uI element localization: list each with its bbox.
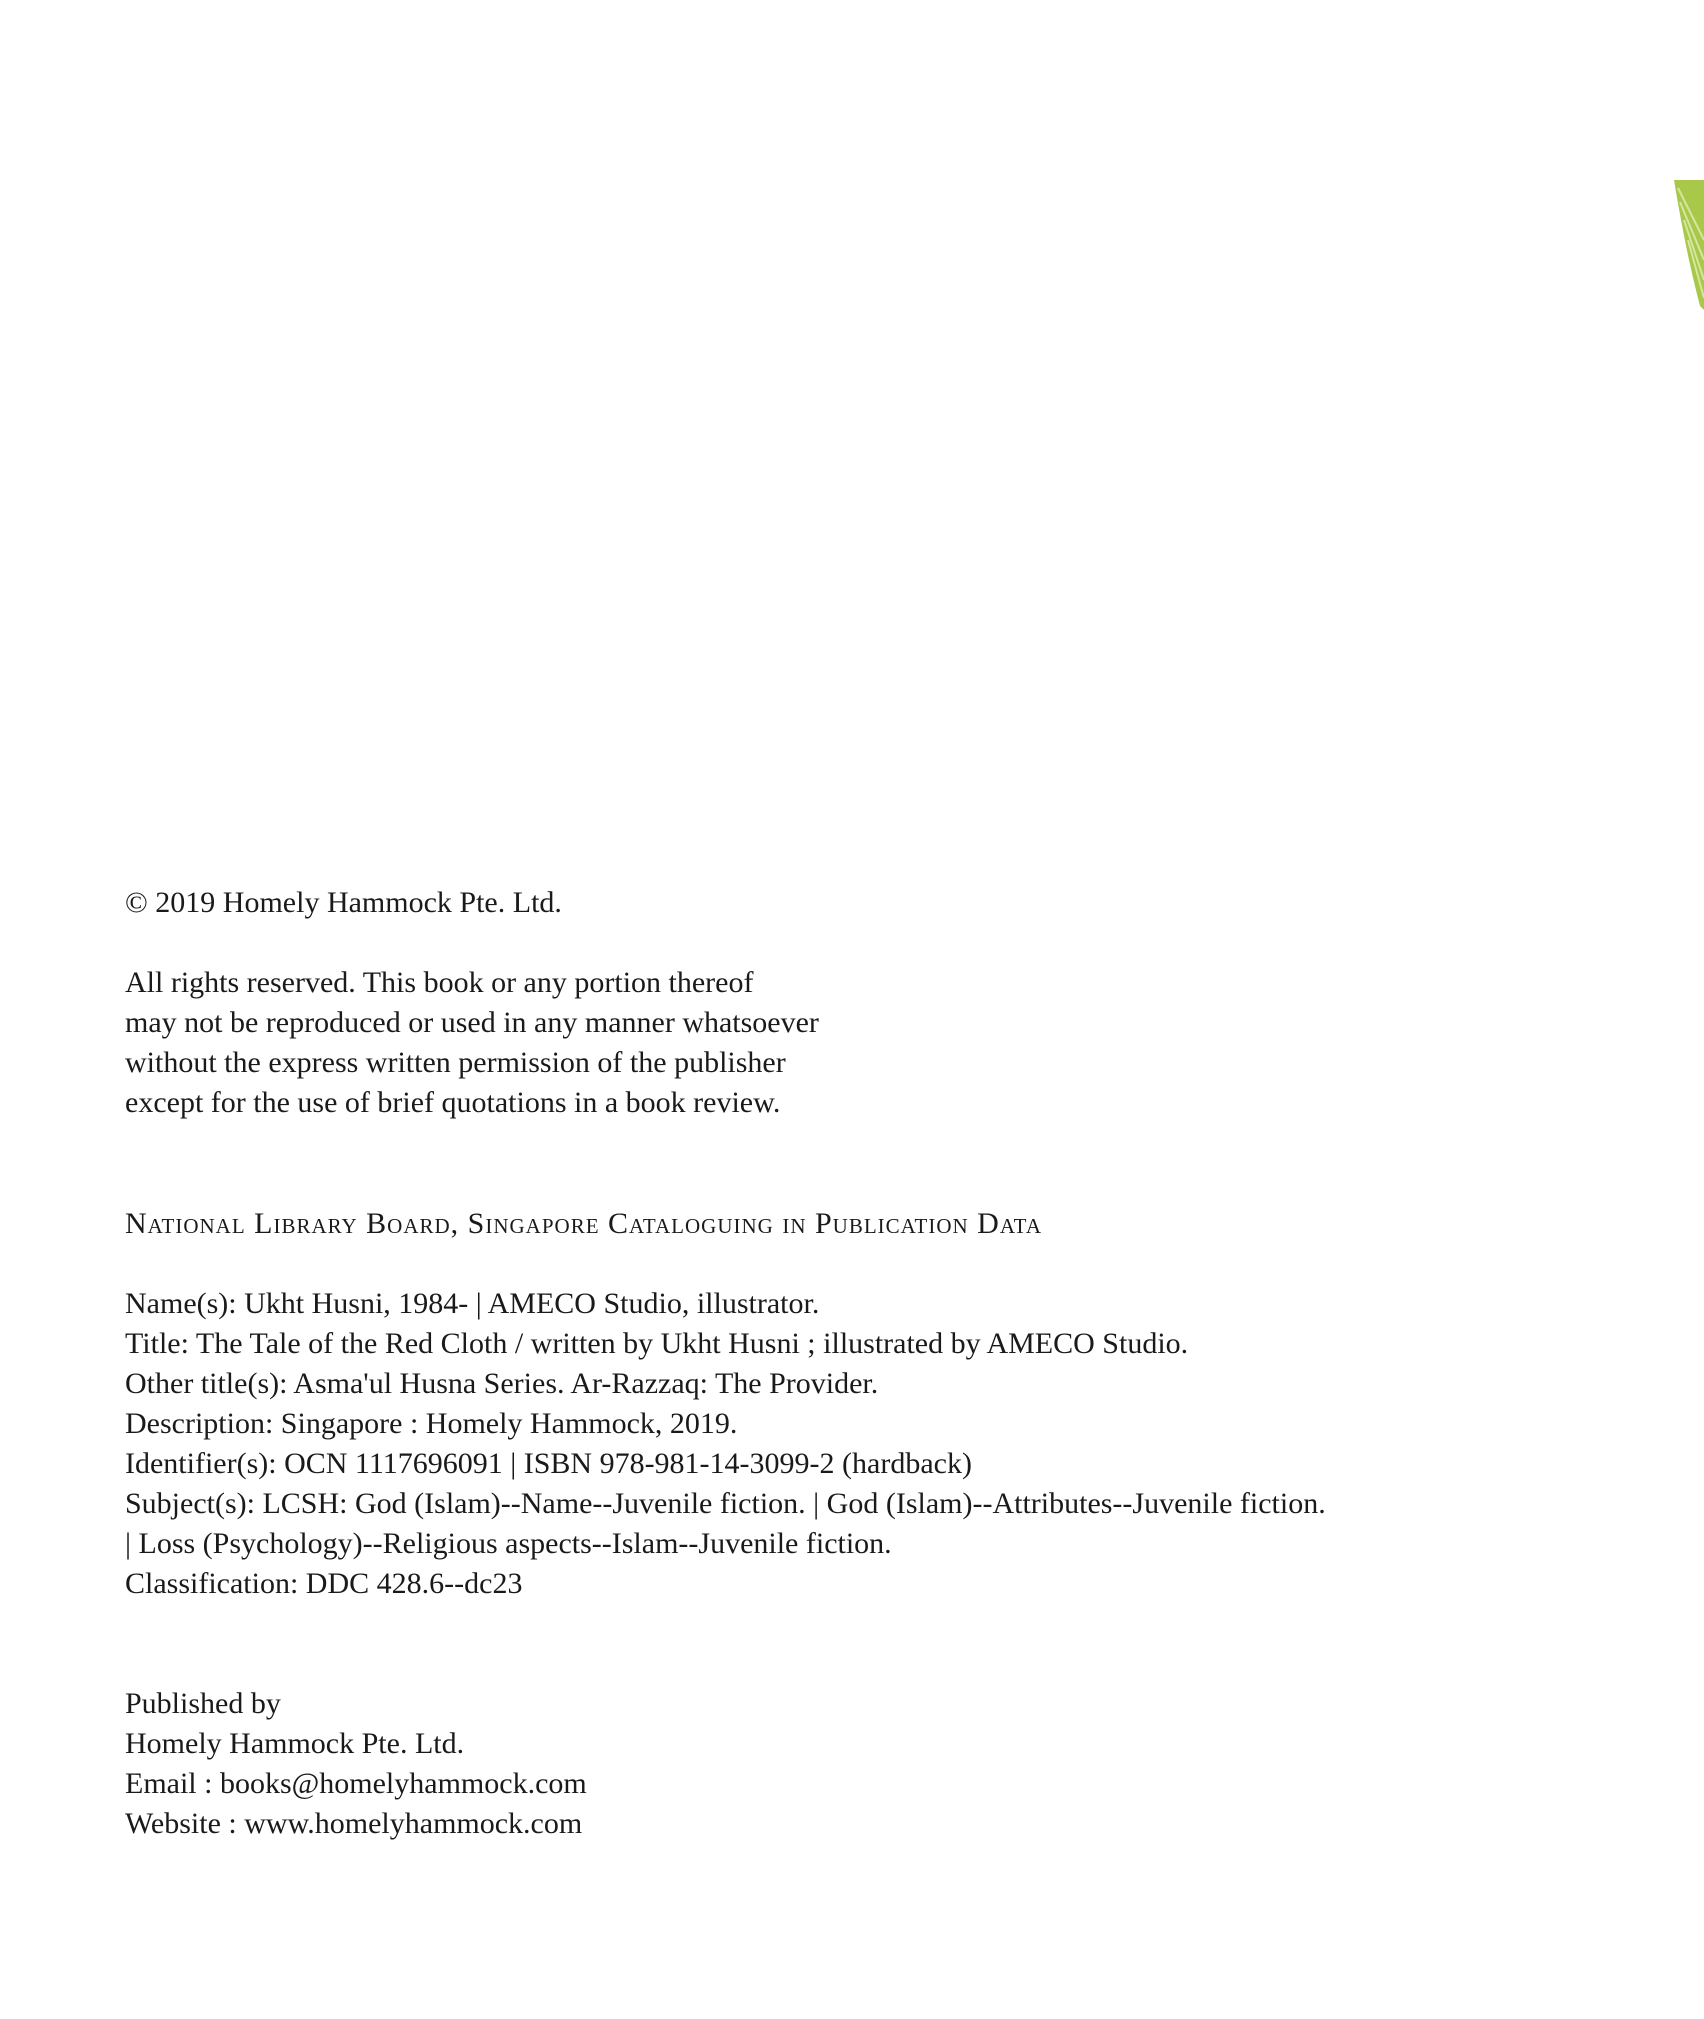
leaf-decoration-icon <box>1674 180 1704 320</box>
rights-line: except for the use of brief quotations in a book review. <box>125 1086 781 1119</box>
publisher-line: Published by <box>125 1687 281 1720</box>
cip-entry: Classification: DDC 428.6--dc23 <box>125 1567 523 1600</box>
cip-entry: Description: Singapore : Homely Hammock, 2019. <box>125 1407 738 1440</box>
rights-line: may not be reproduced or used in any manner whatsoever <box>125 1006 819 1039</box>
publisher-name: Homely Hammock Pte. Ltd. <box>125 1727 465 1760</box>
publisher-info <box>125 1684 587 1844</box>
rights-line: without the express written permission of the publisher <box>125 1046 786 1079</box>
rights-line: All rights reserved. This book or any portion thereof <box>125 966 754 999</box>
copyright-notice: © 2019 Homely Hammock Pte. Ltd. <box>125 886 562 919</box>
cip-entries <box>125 1284 1326 1604</box>
publisher-email: Email : books@homelyhammock.com <box>125 1767 587 1800</box>
publisher-website: Website : www.homelyhammock.com <box>125 1807 583 1840</box>
cip-entry: Title: The Tale of the Red Cloth / written by Ukht Husni ; illustrated by AMECO Studio. <box>125 1327 1189 1360</box>
cip-entry: Subject(s): LCSH: God (Islam)--Name--Juvenile fiction. | God (Islam)--Attributes--Juvenile fiction. <box>125 1487 1326 1520</box>
cip-heading: National Library Board, Singapore Cataloguing in Publication Data <box>125 1207 1042 1240</box>
cip-entry: | Loss (Psychology)--Religious aspects--Islam--Juvenile fiction. <box>125 1527 892 1560</box>
cip-entry: Name(s): Ukht Husni, 1984- | AMECO Studio, illustrator. <box>125 1287 820 1320</box>
cip-entry: Identifier(s): OCN 1117696091 | ISBN 978-981-14-3099-2 (hardback) <box>125 1447 972 1480</box>
cip-entry: Other title(s): Asma'ul Husna Series. Ar-Razzaq: The Provider. <box>125 1367 879 1400</box>
rights-statement <box>125 963 819 1123</box>
